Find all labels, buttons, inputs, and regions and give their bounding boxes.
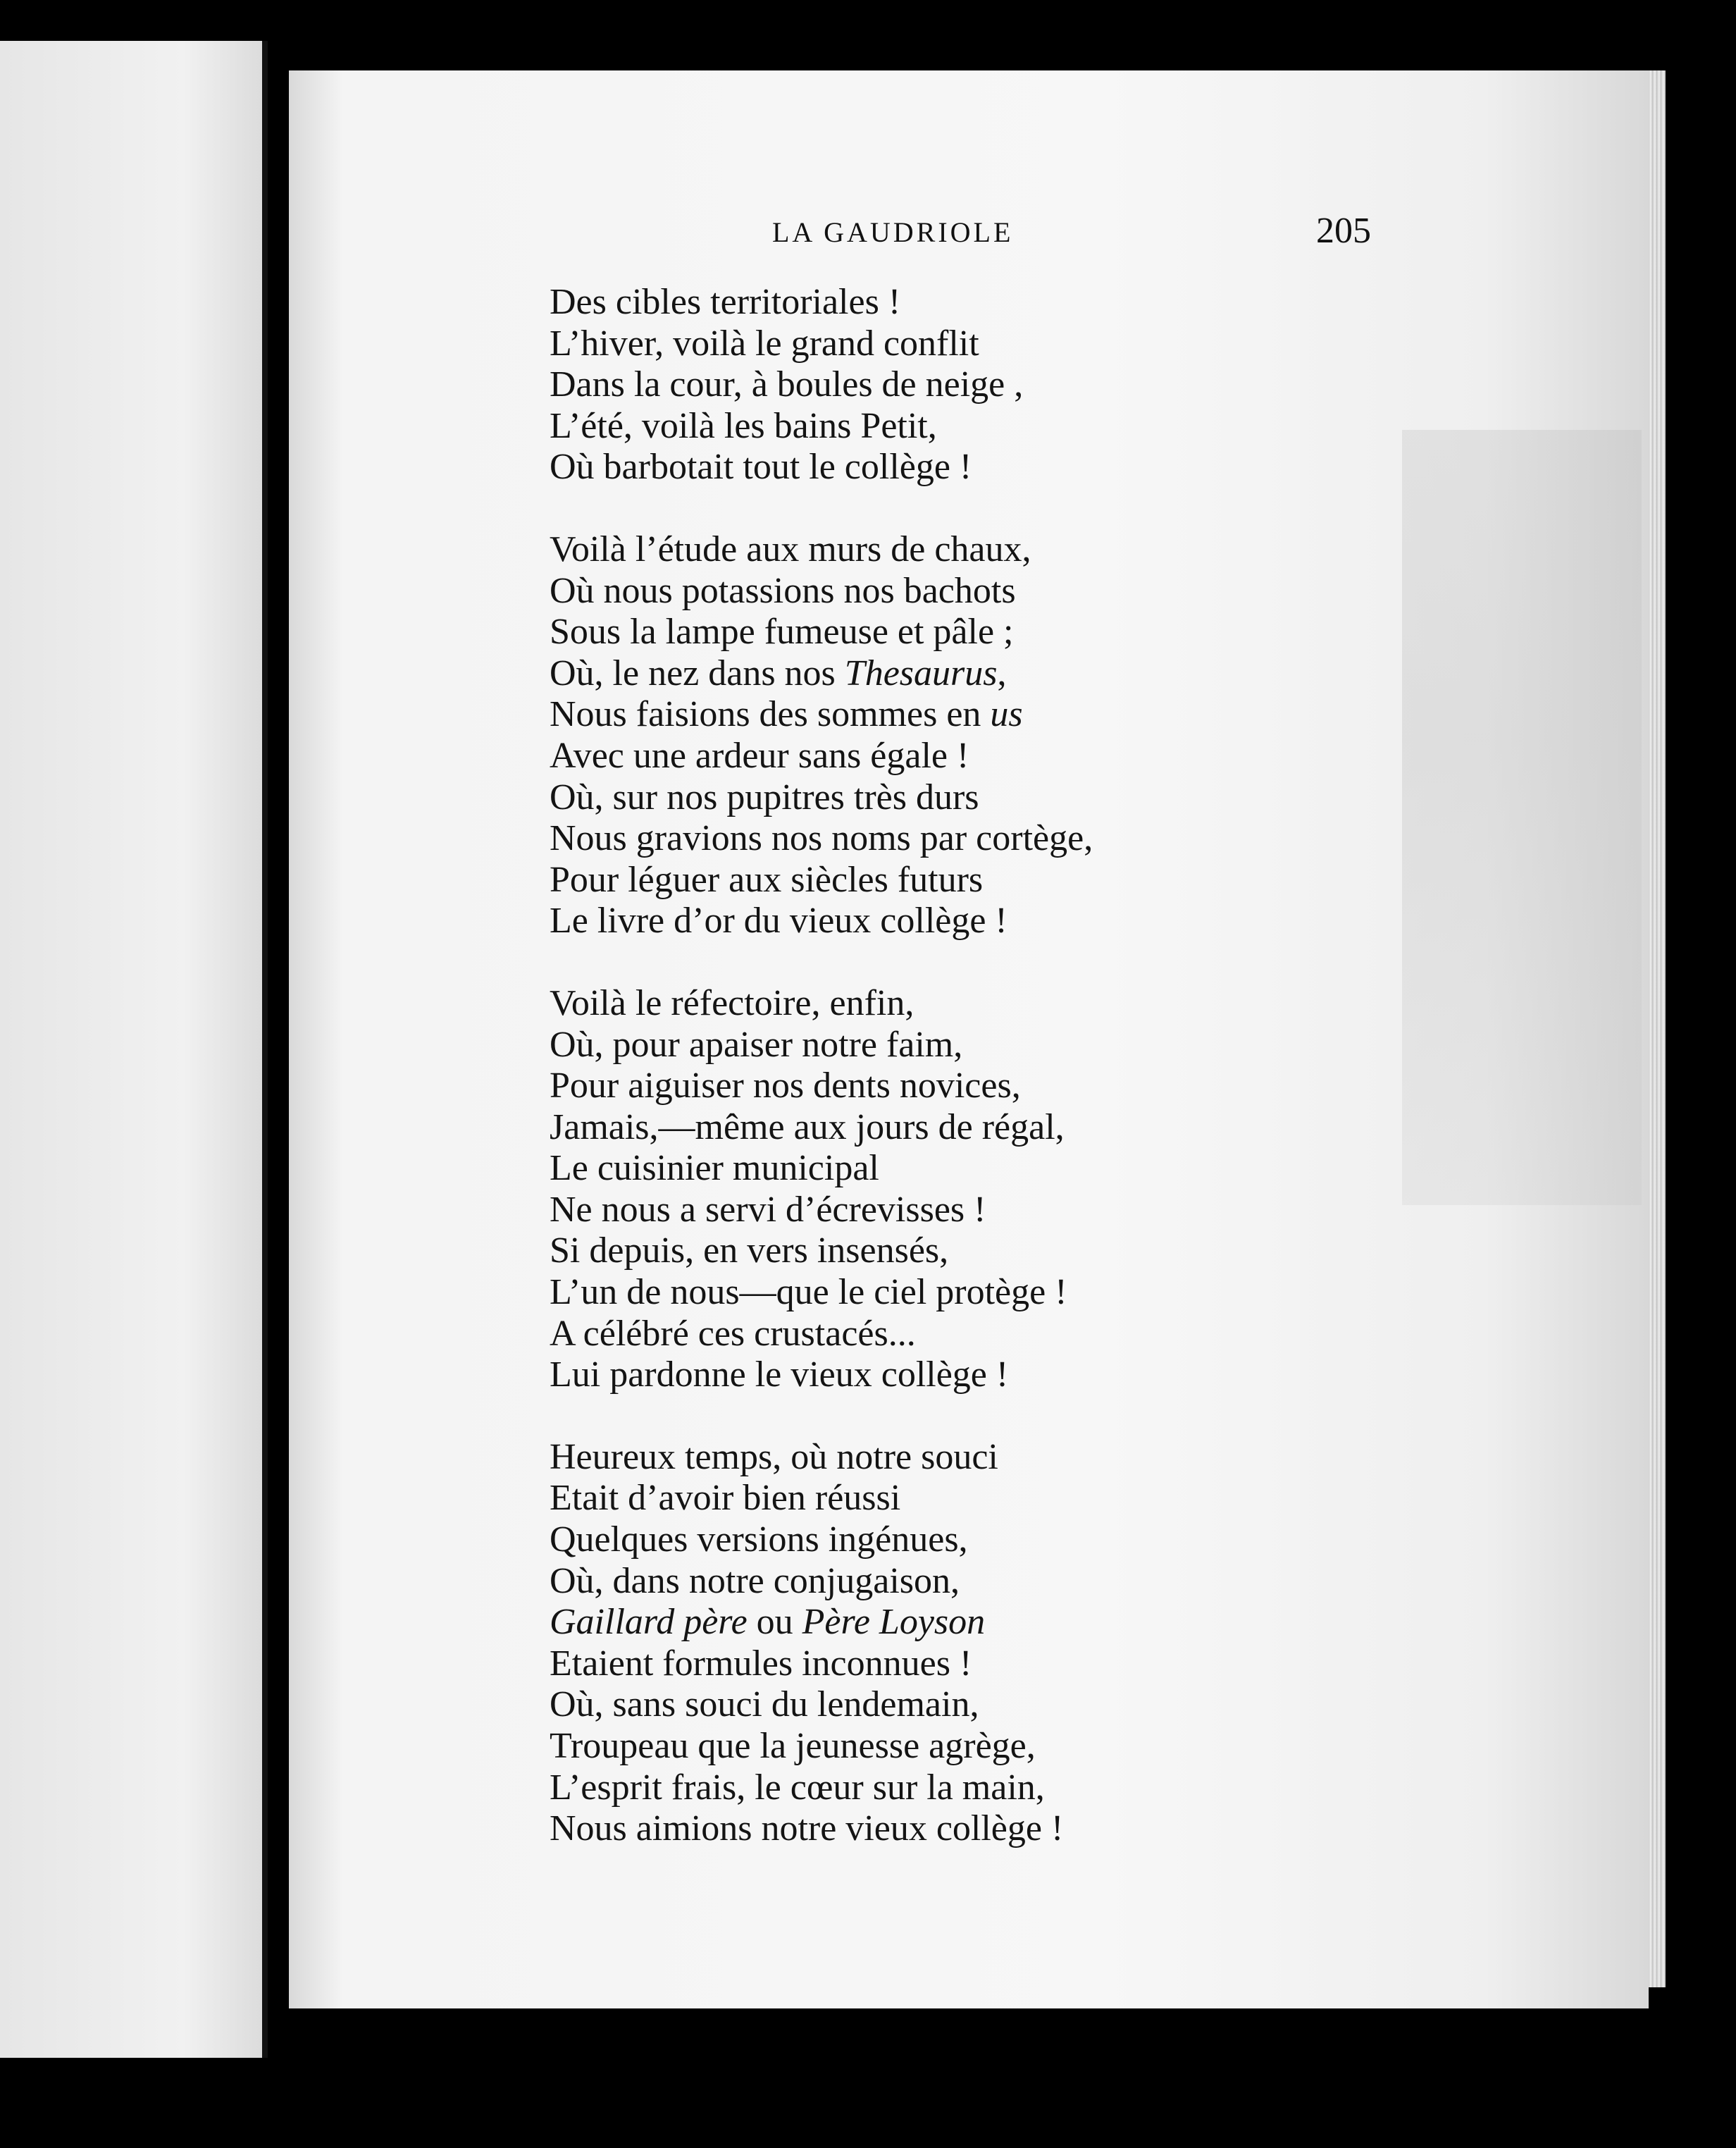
verse-italic: Thesaurus <box>844 653 998 693</box>
verse-text: ou <box>747 1602 802 1643</box>
facing-page-left <box>0 41 262 2058</box>
verse-line <box>550 653 1395 695</box>
stanza-4 <box>550 1437 1395 1850</box>
verse-line: L’un de nous—que le ciel protège ! <box>550 1272 1067 1313</box>
verse-line: Où, sans souci du lendemain, <box>550 1684 979 1725</box>
verse-line <box>550 694 1395 736</box>
verse-text: Où, le nez dans nos <box>550 653 845 693</box>
verse-line: Voilà l’étude aux murs de chaux, <box>550 529 1031 569</box>
verse-line: Voilà le réfectoire, enfin, <box>550 982 914 1023</box>
verse-line: L’hiver, voilà le grand conflit <box>550 323 979 364</box>
verse-line: Où, dans notre conjugaison, <box>550 1560 960 1601</box>
verse-line: Où barbotait tout le collège ! <box>550 447 972 488</box>
running-title: LA GAUDRIOLE <box>772 216 1014 248</box>
verse-line: Dans la cour, à boules de neige , <box>550 364 1024 405</box>
verse-line: Sous la lampe fumeuse et pâle ; <box>550 612 1014 653</box>
verse-line: Nous aimions notre vieux collège ! <box>550 1808 1064 1849</box>
poem-text <box>550 282 1395 1891</box>
verse-line: Lui pardonne le vieux collège ! <box>550 1354 1009 1395</box>
verse-line: Ne nous a servi d’écrevisses ! <box>550 1189 986 1230</box>
verse-line: Etait d’avoir bien réussi <box>550 1478 901 1519</box>
verse-line: Troupeau que la jeunesse agrège, <box>550 1726 1036 1766</box>
verse-line: Heureux temps, où notre souci <box>550 1436 998 1477</box>
page-number: 205 <box>1316 211 1371 251</box>
verse-line: Le livre d’or du vieux collège ! <box>550 901 1008 942</box>
show-through-shadow <box>1402 430 1642 1205</box>
stanza-3 <box>550 983 1395 1396</box>
verse-line: Pour aiguiser nos dents novices, <box>550 1066 1021 1106</box>
verse-line <box>550 1602 1395 1643</box>
verse-line: L’esprit frais, le cœur sur la main, <box>550 1767 1045 1808</box>
verse-line: Pour léguer aux siècles futurs <box>550 859 984 900</box>
verse-italic: us <box>990 694 1023 735</box>
verse-italic: Gaillard père <box>550 1602 748 1643</box>
verse-line: Etaient formules inconnues ! <box>550 1643 972 1684</box>
page-edges <box>1649 70 1666 1987</box>
stanza-1 <box>550 282 1395 488</box>
verse-line: Avec une ardeur sans égale ! <box>550 735 969 776</box>
verse-line: Quelques versions ingénues, <box>550 1519 968 1560</box>
verse-text: Nous faisions des sommes en <box>550 694 991 735</box>
verse-line: Si depuis, en vers insensés, <box>550 1230 949 1271</box>
verse-line: A célébré ces crustacés... <box>550 1313 916 1354</box>
verse-line: Nous gravions nos noms par cortège, <box>550 818 1093 859</box>
stanza-2 <box>550 529 1395 942</box>
verse-line: Le cuisinier municipal <box>550 1148 879 1189</box>
verse-italic: Père Loyson <box>802 1602 986 1643</box>
verse-text: , <box>997 653 1007 693</box>
verse-line: Où, pour apaiser notre faim, <box>550 1024 963 1065</box>
verse-line: Où, sur nos pupitres très durs <box>550 777 979 817</box>
verse-line: L’été, voilà les bains Petit, <box>550 405 937 446</box>
book-gutter <box>268 28 289 2072</box>
verse-line: Des cibles territoriales ! <box>550 282 901 322</box>
verse-line: Où nous potassions nos bachots <box>550 570 1016 611</box>
verse-line: Jamais,—même aux jours de régal, <box>550 1106 1065 1147</box>
